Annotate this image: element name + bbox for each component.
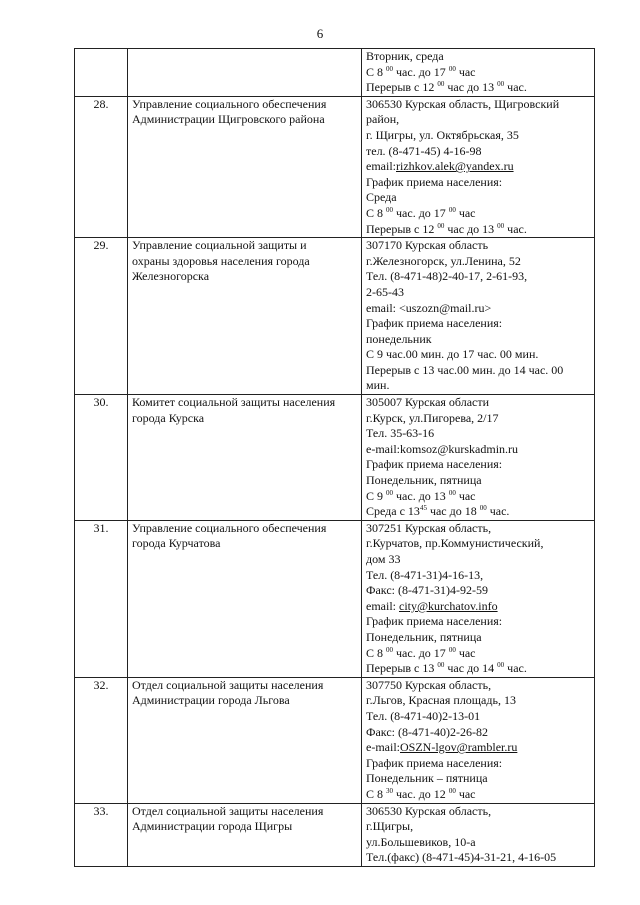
row-number: 32. <box>75 677 128 803</box>
contact-text: район, <box>366 112 400 127</box>
contact-text: Среда <box>366 190 397 205</box>
organization-name <box>128 395 362 521</box>
organization-name-line: Отдел социальной защиты населения <box>132 803 324 818</box>
contact-line <box>366 819 590 835</box>
contact-text: График приема населения: <box>366 316 503 331</box>
time-superscript: 00 <box>386 645 394 654</box>
organization-name-line: Администрации города Льгова <box>132 693 290 708</box>
contact-info <box>362 677 595 803</box>
time-superscript: 00 <box>497 661 505 670</box>
contact-text: email: <box>366 598 399 613</box>
time-superscript: 00 <box>448 786 456 795</box>
time-superscript: 00 <box>448 205 456 214</box>
contact-text: Вторник, среда <box>366 49 444 63</box>
contact-line <box>366 269 590 285</box>
contact-info <box>362 96 595 237</box>
contact-text: 2-65-43 <box>366 284 404 299</box>
contact-line <box>366 473 590 489</box>
email-link: OSZN-lgov@rambler.ru <box>399 740 518 755</box>
contact-line <box>366 347 590 363</box>
time-superscript: 00 <box>497 221 505 230</box>
contact-text: час <box>455 64 476 79</box>
page-number: 6 <box>316 26 324 41</box>
contact-line <box>366 206 590 222</box>
contact-text: Перерыв с 12 <box>366 221 438 236</box>
contact-text: 306530 Курская область, <box>366 803 492 818</box>
contact-line <box>366 630 590 646</box>
contact-text: Среда с 13 <box>366 504 420 519</box>
contact-text: 307170 Курская область <box>366 238 489 253</box>
contact-line <box>366 49 590 65</box>
contact-line <box>366 756 590 772</box>
contact-text: Тел. (8-471-40)2-13-01 <box>366 708 481 723</box>
contact-line <box>366 175 590 191</box>
contact-text: email: <box>366 159 396 174</box>
contact-line <box>366 693 590 709</box>
contact-line <box>366 97 590 113</box>
contact-text: 307750 Курская область, <box>366 677 492 692</box>
time-superscript: 00 <box>437 80 445 89</box>
contact-line <box>366 238 590 254</box>
organization-name-line: Управление социального обеспечения <box>132 520 327 535</box>
contact-line <box>366 568 590 584</box>
contact-text: г.Железногорск, ул.Ленина, 52 <box>366 253 521 268</box>
contact-line <box>366 521 590 537</box>
contact-text: час до 13 <box>444 221 498 236</box>
contact-line <box>366 771 590 787</box>
contact-text: час. до 17 <box>393 205 449 220</box>
contact-line <box>366 787 590 803</box>
organization-name <box>128 96 362 237</box>
contact-line <box>366 128 590 144</box>
contact-line <box>366 850 590 866</box>
organization-name-line: Отдел социальной защиты населения <box>132 677 324 692</box>
contact-line <box>366 301 590 317</box>
contact-line <box>366 363 590 379</box>
contact-text: мин. <box>366 378 390 393</box>
contact-text: час <box>455 786 476 801</box>
organization-name-line: охраны здоровья населения города <box>132 253 310 268</box>
organization-name-line: Управление социальной защиты и <box>132 238 307 253</box>
contact-text: час до 14 <box>444 661 498 676</box>
email-link: rizhkov.alek@yandex.ru <box>396 159 514 174</box>
contact-line <box>366 254 590 270</box>
organization-name-line: Управление социального обеспечения <box>132 96 327 111</box>
contact-line <box>366 411 590 427</box>
contact-line <box>366 426 590 442</box>
time-superscript: 00 <box>437 221 445 230</box>
time-superscript: 00 <box>437 661 445 670</box>
contact-info <box>362 238 595 395</box>
time-superscript: 00 <box>448 64 456 73</box>
contact-line <box>366 552 590 568</box>
contact-text: час. до 17 <box>393 645 449 660</box>
contact-line <box>366 378 590 394</box>
row-number: 30. <box>75 395 128 521</box>
organization-name-line: города Курчатова <box>132 536 221 551</box>
organizations-table <box>74 48 595 867</box>
contact-text: г.Курск, ул.Пигорева, 2/17 <box>366 410 499 425</box>
contact-text: дом 33 <box>366 552 401 566</box>
contact-info <box>362 520 595 677</box>
contact-text: График приема населения: <box>366 755 503 770</box>
contact-text: ул.Большевиков, 10-а <box>366 834 476 849</box>
contact-line <box>366 159 590 175</box>
contact-line <box>366 489 590 505</box>
organization-name-line: Железногорска <box>132 269 210 284</box>
contact-line <box>366 678 590 694</box>
row-number: 29. <box>75 238 128 395</box>
contact-line <box>366 646 590 662</box>
organization-name-line: Администрации города Щигры <box>132 819 293 834</box>
contact-line <box>366 835 590 851</box>
contact-text: Факс: (8-471-31)4-92-59 <box>366 583 488 598</box>
contact-line <box>366 661 590 677</box>
contact-text: г.Щигры, <box>366 819 414 834</box>
contact-line <box>366 144 590 160</box>
contact-text: Факс: (8-471-40)2-26-82 <box>366 724 488 739</box>
contact-text: г. Щигры, ул. Октябрьская, 35 <box>366 127 519 142</box>
contact-text: График приема населения: <box>366 614 503 629</box>
time-superscript: 00 <box>479 504 487 513</box>
contact-text: Тел. (8-471-31)4-16-13, <box>366 567 484 582</box>
table-row <box>75 96 595 237</box>
contact-info <box>362 395 595 521</box>
contact-text: час. до 12 <box>393 786 449 801</box>
contact-line <box>366 583 590 599</box>
organization-name <box>128 677 362 803</box>
contact-text: Тел. 35-63-16 <box>366 426 435 441</box>
contact-text: Перерыв с 13 <box>366 661 438 676</box>
contact-line <box>366 614 590 630</box>
time-superscript: 00 <box>497 80 505 89</box>
contact-text: С 9 <box>366 488 387 503</box>
contact-text: График приема населения: <box>366 457 503 472</box>
contact-text: Тел. (8-471-48)2-40-17, 2-61-93, <box>366 269 528 284</box>
contact-text: 307251 Курская область, <box>366 520 492 535</box>
time-superscript: 00 <box>448 488 456 497</box>
contact-line <box>366 190 590 206</box>
contact-line <box>366 222 590 238</box>
contact-text: e-mail: <box>366 740 400 755</box>
organization-name-line: города Курска <box>132 410 205 425</box>
contact-line <box>366 395 590 411</box>
contact-text: понедельник <box>366 331 432 346</box>
contact-line <box>366 65 590 81</box>
organization-name-line: Комитет социальной защиты населения <box>132 395 336 410</box>
contact-line <box>366 316 590 332</box>
contact-line <box>366 504 590 520</box>
row-number <box>75 49 128 97</box>
contact-text: час <box>455 645 476 660</box>
contact-text: С 8 <box>366 64 387 79</box>
contact-text: г.Льгов, Красная площадь, 13 <box>366 693 516 708</box>
contact-info <box>362 49 595 97</box>
table-row <box>75 803 595 866</box>
contact-text: Понедельник, пятница <box>366 473 482 488</box>
organization-name <box>128 238 362 395</box>
email-link: city@kurchatov.info <box>399 598 498 613</box>
contact-info <box>362 803 595 866</box>
contact-line <box>366 442 590 458</box>
contact-line <box>366 804 590 820</box>
organization-name <box>128 803 362 866</box>
contact-text: График приема населения: <box>366 174 503 189</box>
contact-text: час до 18 <box>426 504 480 519</box>
contact-text: 306530 Курская область, Щигровский <box>366 96 560 111</box>
row-number: 28. <box>75 96 128 237</box>
time-superscript: 00 <box>386 205 394 214</box>
contact-text: час <box>455 205 476 220</box>
organization-name <box>128 49 362 97</box>
contact-text: С 8 <box>366 205 387 220</box>
contact-line <box>366 80 590 96</box>
time-superscript: 30 <box>386 786 394 795</box>
contact-line <box>366 740 590 756</box>
row-number: 33. <box>75 803 128 866</box>
contact-line <box>366 457 590 473</box>
table-row <box>75 677 595 803</box>
contact-text: час. до 13 <box>393 488 449 503</box>
contact-text: час до 13 <box>444 80 498 95</box>
contact-text: тел. (8-471-45) 4-16-98 <box>366 143 482 158</box>
contact-text: С 8 <box>366 645 387 660</box>
contact-text: час. до 17 <box>393 64 449 79</box>
organization-name <box>128 520 362 677</box>
table-row <box>75 49 595 97</box>
contact-text: С 8 <box>366 786 387 801</box>
contact-text: Перерыв с 12 <box>366 80 438 95</box>
contact-text: час <box>455 488 476 503</box>
time-superscript: 45 <box>419 504 427 513</box>
contact-text: e-mail:komsoz@kurskadmin.ru <box>366 441 519 456</box>
table-row <box>75 520 595 677</box>
contact-line <box>366 599 590 615</box>
contact-line <box>366 112 590 128</box>
contact-line <box>366 725 590 741</box>
contact-text: Понедельник – пятница <box>366 771 488 786</box>
contact-text: час. <box>504 80 527 95</box>
contact-text: час. <box>504 221 527 236</box>
contact-text: г.Курчатов, пр.Коммунистический, <box>366 536 544 551</box>
contact-text: Понедельник, пятница <box>366 629 482 644</box>
table-row <box>75 238 595 395</box>
contact-text: 305007 Курская области <box>366 395 490 410</box>
contact-text: Перерыв с 13 час.00 мин. до 14 час. 00 <box>366 362 564 377</box>
contact-line <box>366 709 590 725</box>
table-row <box>75 395 595 521</box>
contact-line <box>366 536 590 552</box>
table-body <box>75 49 595 867</box>
row-number: 31. <box>75 520 128 677</box>
contact-text: email: <uszozn@mail.ru> <box>366 300 492 315</box>
contact-line <box>366 332 590 348</box>
contact-text: час. <box>486 504 510 519</box>
time-superscript: 00 <box>386 64 394 73</box>
time-superscript: 00 <box>386 488 394 497</box>
contact-text: С 9 час.00 мин. до 17 час. 00 мин. <box>366 347 539 362</box>
contact-line <box>366 285 590 301</box>
organization-name-line: Администрации Щигровского района <box>132 112 325 127</box>
time-superscript: 00 <box>448 645 456 654</box>
contact-text: Тел.(факс) (8-471-45)4-31-21, 4-16-05 <box>366 850 557 865</box>
contact-text: час. <box>504 661 527 676</box>
